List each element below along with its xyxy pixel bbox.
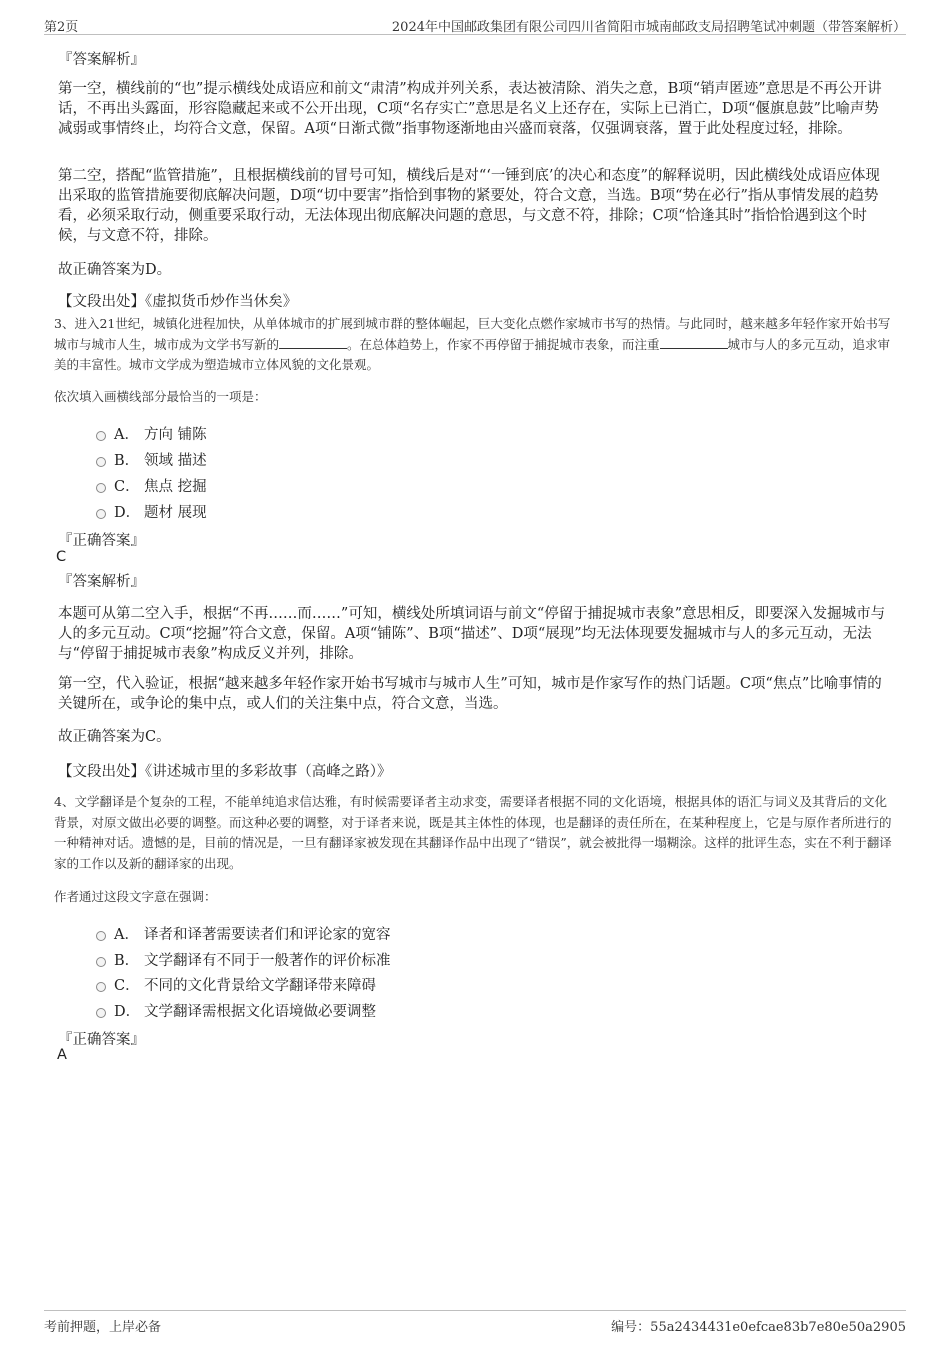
q4-option-b[interactable]: B． 文学翻译有不同于一般著作的评价标准 xyxy=(96,949,391,971)
q3-conclusion: 故正确答案为C。 xyxy=(58,729,171,745)
q4-option-c[interactable]: C． 不同的文化背景给文学翻译带来障碍 xyxy=(96,974,376,996)
radio-icon[interactable] xyxy=(96,509,106,519)
q4-option-a[interactable]: A． 译者和译著需要读者们和评论家的宽容 xyxy=(96,923,391,945)
q3-stem-part-c: 城市与人的多元互动，追求审美的丰富性。城市文学成为塑造城市立体风貌的文化景观。 xyxy=(54,336,891,372)
q3-stem-part-b: 。在总体趋势上，作家不再停留于捕捉城市表象，而注重 xyxy=(347,336,660,352)
q4-answer-label: 『正确答案』 xyxy=(58,1032,145,1048)
q3-blank-2 xyxy=(660,336,728,349)
page-header xyxy=(44,14,906,35)
radio-icon[interactable] xyxy=(96,1008,106,1018)
q3-option-b[interactable]: B． 领域 描述 xyxy=(96,449,207,471)
q2-analysis-p2: 第二空，搭配“监管措施”，且根据横线前的冒号可知，横线后是对“‘一锤到底’的决心和态度”的解释说明，因此横线处成语应体现出采取的监管措施要彻底解决问题，D项“切中要害”指恰到事物的紧要处，符合文意，当选。B项“势在必行”指从事情发展的趋势看，必须采取行动，侧重要采取行动，无法体现出彻底解决问题的意思，与文意不符，排除；C项“恰逢其时”指恰恰遇到这个时候，与文意不符，排除。 xyxy=(58,168,880,244)
q3-stem-part-a: 3、进入21世纪，城镇化进程加快，从单体城市的扩展到城市群的整体崛起，巨大变化点燃作家城市书写的热情。与此同时，越来越多年轻作家开始书写城市与城市人生，城市成为文学书写新的 xyxy=(54,316,891,352)
footer-slogan: 考前押题，上岸必备 xyxy=(44,1320,162,1335)
q2-analysis-label: 『答案解析』 xyxy=(58,52,145,68)
q3-analysis-label: 『答案解析』 xyxy=(58,574,145,590)
radio-icon[interactable] xyxy=(96,957,106,967)
q4-prompt: 作者通过这段文字意在强调： xyxy=(54,889,217,904)
page-footer xyxy=(44,1310,906,1335)
q4-stem: 4、文学翻译是个复杂的工程，不能单纯追求信达雅，有时候需要译者主动求变，需要译者根据不同的文化语境，根据具体的语汇与词义及其背后的文化背景，对原文做出必要的调整。而这种必要的调整，对于译者来说，既是其主体性的体现，也是翻译的责任所在，在某种程度上，它是与原作者所进行的一种精神对话。遗憾的是，目前的情况是，一旦有翻译家被发现在其翻译作品中出现了“错误”，就会被批得一塌糊涂。这样的批评生态，实在不利于翻译家的工作以及新的翻译家的出现。 xyxy=(54,794,892,871)
q3-analysis-p1: 本题可从第二空入手，根据“不再……而……”可知，横线处所填词语与前文“停留于捕捉城市表象”意思相反，即要深入发掘城市与人的多元互动。C项“挖掘”符合文意，保留。A项“铺陈”、B项“描述”、D项“展现”均无法体现要发掘城市与人的多元互动，无法与“停留于捕捉城市表象”构成反义并列，排除。 xyxy=(58,606,886,662)
q3-answer: C xyxy=(56,549,67,565)
radio-icon[interactable] xyxy=(96,483,106,493)
radio-icon[interactable] xyxy=(96,457,106,467)
q3-blank-1 xyxy=(279,336,347,349)
q3-stem xyxy=(54,314,899,376)
q3-option-c[interactable]: C． 焦点 挖掘 xyxy=(96,475,207,497)
q3-option-a[interactable]: A． 方向 铺陈 xyxy=(96,423,207,445)
q3-answer-label: 『正确答案』 xyxy=(58,533,145,549)
q3-analysis-p2: 第一空，代入验证，根据“越来越多年轻作家开始书写城市与城市人生”可知，城市是作家写作的热门话题。C项“焦点”比喻事情的关键所在，或争论的集中点，或人们的关注集中点，符合文意，当选。 xyxy=(58,676,882,712)
q2-conclusion: 故正确答案为D。 xyxy=(58,262,172,278)
q3-prompt: 依次填入画横线部分最恰当的一项是： xyxy=(54,389,267,404)
q3-option-d[interactable]: D． 题材 展现 xyxy=(96,501,207,523)
q2-analysis-p1: 第一空，横线前的“也”提示横线处成语应和前文“肃清”构成并列关系，表达被清除、消失之意，B项“销声匿迹”意思是不再公开讲话，不再出头露面，形容隐藏起来或不公开出现，C项“名存实亡”意思是名义上还存在，实际上已消亡，D项“偃旗息鼓”比喻声势减弱或事情终止，均符合文意，保留。A项“日渐式微”指事物逐渐地由兴盛而衰落，仅强调衰落，置于此处程度过轻，排除。 xyxy=(58,81,882,137)
radio-icon[interactable] xyxy=(96,931,106,941)
radio-icon[interactable] xyxy=(96,982,106,992)
page-number: 第2页 xyxy=(44,20,79,35)
q2-source: 【文段出处】《虚拟货币炒作当休矣》 xyxy=(58,294,298,310)
q3-source: 【文段出处】《讲述城市里的多彩故事（高峰之路）》 xyxy=(58,764,392,780)
document-id: 编号：55a2434431e0efcae83b7e80e50a2905 xyxy=(611,1320,906,1335)
document-title: 2024年中国邮政集团有限公司四川省简阳市城南邮政支局招聘笔试冲刺题（带答案解析） xyxy=(391,20,906,35)
radio-icon[interactable] xyxy=(96,431,106,441)
q4-option-d[interactable]: D． 文学翻译需根据文化语境做必要调整 xyxy=(96,1000,376,1022)
q4-answer: A xyxy=(57,1047,67,1063)
